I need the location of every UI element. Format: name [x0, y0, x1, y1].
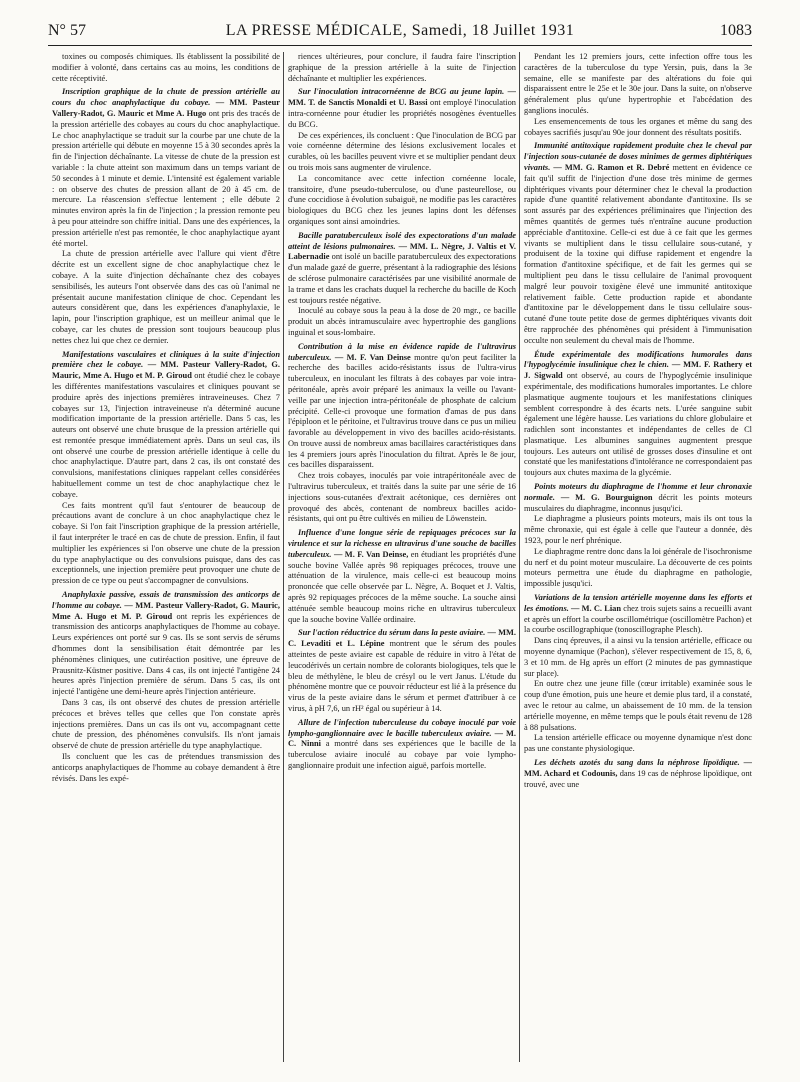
article-paragraph	[288, 718, 516, 772]
body-paragraph	[52, 501, 280, 587]
paragraph-text: Le diaphragme a plusieurs points moteurs, mais ils ont tous la même chronaxie, qui est égale à celle que l'auteur a donnée, dès 1923, pour le nerf phrénique.	[524, 514, 752, 546]
article-title: Sur l'inoculation intracornéenne de BCG au jeune lapin.	[298, 87, 505, 97]
article-authors: — MM. C. Levaditi et L. Lépine	[288, 628, 516, 649]
article-paragraph	[524, 482, 752, 514]
paragraph-text: ont employé l'inoculation intra-cornéenne pour étudier les propriétés nosogènes éventuelles du BCG.	[288, 98, 516, 129]
paragraph-text: montre qu'on peut faciliter la recherche des bacilles acido-résistants issus de l'ultra-virus tuberculeux, en inoculant les filtrats à des cobayes par voie intra-péritonéale, après avoir préparé les animaux la veille ou l'avant-veille par une injection intra-péritonéale de phosphate de calcium précipité. Celle-ci provoque une formation d'amas de pus dans l'épiploon et le péritoine, et l'ultravirus trouve dans ce pus un milieu favorable au développement in vivo des bacilles acido-résistants. On trouve aussi de nombreux amas bacillaires caractéristiques dans les 4 premiers jours après l'inoculation du filtrat. Après le 8e jour, ces bacilles disparaissent.	[288, 352, 516, 470]
page-header	[48, 22, 752, 44]
body-paragraph	[52, 698, 280, 752]
article-title: Immunité antitoxique rapidement produite chez le cheval par l'injection sous-cutanée de doses minimes de germes diphtériques vivants.	[524, 141, 752, 172]
article-title: Inscription graphique de la chute de pression artérielle au cours du choc anaphylactique du cobaye.	[52, 87, 280, 108]
paragraph-text: Les ensemencements de tous les organes et même du sang des cobayes sacrifiés jusqu'au 90e jour donnent des résultats positifs.	[524, 116, 752, 137]
article-paragraph	[288, 528, 516, 625]
article-paragraph	[524, 758, 752, 790]
article-authors: — MM. T. de Sanctis Monaldi et U. Bassi	[288, 87, 516, 108]
body-paragraph	[524, 733, 752, 755]
article-paragraph	[52, 590, 280, 698]
paragraph-text: ont isolé un bacille paratuberculeux des expectorations d'un malade gazé de guerre, présentant à la radiographie des lésions de sclérose pulmonaire caractérisées par une visibilité anormale de la trame et dans les crachats duquel la recherche du bacille de Koch est toujours restée négative.	[288, 252, 516, 305]
article-title: Étude expérimentale des modifications humorales dans l'hypoglycémie insulinique chez le chien.	[524, 349, 752, 370]
paragraph-text: Dans 3 cas, ils ont observé des chutes de pression artérielle précoces et brèves telles que celles que l'on constate après injections premières. Dans un cas ils ont vu, accompagnant cette chute de pression, des phénomènes convulsifs. Ils n'ont jamais observé de chute de pression artérielle du type anaphylactique.	[52, 698, 280, 751]
body-paragraph	[288, 471, 516, 525]
body-paragraph	[524, 117, 752, 139]
article-authors: — M. F. Van Deinse,	[333, 549, 409, 559]
paragraph-text: en étudiant les propriétés d'une souche bovine Vallée après 98 repiquages précoces, trouve une atténuation de la virulence, mais celle-ci est beaucoup moins prononcée que celle observée par L. Nègre, A. Boquet et J. Valtis, après 92 repiquages précoces de la même souche. La souche ainsi atténuée semble beaucoup moins riche en ultravirus tuberculeux que la souche bovine Vallée ordinaire.	[288, 549, 516, 624]
body-paragraph	[524, 636, 752, 679]
article-title: Anaphylaxie passive, essais de transmission des anticorps de l'homme au cobaye.	[52, 590, 280, 610]
paragraph-text: ont repris les expériences de transmission des anticorps anaphylactiques de l'homme au cobaye. Leurs expériences ont porté sur 9 cas. Ils se sont servis de sérums d'hommes dont la sensibilisation était démontrée par les phénomènes cliniques, une cutiréaction positive, une épreuve de Prausnitz-Küstner positive. Dans 4 cas, ils ont injecté l'antigène 24 heures après l'injection première de sérum. Dans 5 cas, ils ont injecté l'antigène une demi-heure après l'injection antérieure.	[52, 611, 280, 697]
paragraph-text: ont pris des tracés de la pression artérielle des cobayes au cours du choc anaphylactique. Le choc anaphylactique se traduit sur la courbe par une chute de la pression artérielle qui débute en moyenne 15 à 30 secondes après la fin de l'injection déchaînante. La vitesse de chute de la pression est variable : la chute atteint son maximum dans un temps variant de 50 secondes à 1 minute et demie. L'intensité est également variable : on observe des chutes de pression allant de 20 à 45 cm. de mercure. La réascension s'effectue lentement ; elle débute 2 minutes environ après la fin de l'injection ; la pression remonte peu à peu pour atteindre son chiffre initial. Dans une des expériences, la pression artérielle n'est pas remontée, le choc anaphylactique ayant été mortel.	[52, 108, 280, 248]
paragraph-text: montrent que le sérum des poules atteintes de peste aviaire est capable de réduire in vitro à l'état de leucodérivés un certain nombre de colorants biologiques, tels que le bleu de méthylène, le bleu de crésyl ou le vert Janus. L'étude du phénomène montre que ce pouvoir réducteur est lié à la présence du virus de la peste aviaire dans le sérum et permet d'attribuer à ce virus, à pH 7,6, un rH² égal ou supérieur à 14.	[288, 639, 516, 714]
paragraph-text: a montré dans ses expériences que le bacille de la tuberculose aviaire inoculé au cobaye par voie lympho-ganglionnaire produit une infection aiguë, parfois mortelle.	[288, 739, 516, 770]
paragraph-text: ont observé, au cours de l'hypoglycémie insulinique expérimentale, des modifications humorales importantes. Le chlore plasmatique augmente toujours et les manifestations cliniques semblent correspondre à des écarts nets. L'urée sanguine subit également une légère hausse. Les variations du chlore globulaire et radichlen sont inconstantes et indépendantes de celles de Cl plasmatique. Les albumines sanguines augmentent presque toujours. Les auteurs ont utilisé de grosses doses d'insuline et ont constaté que les manifestations d'intolérance ne correspondaient pas toujours aux chutes maxima de la glycémie.	[524, 371, 752, 478]
paragraph-text: En outre chez une jeune fille (cœur irritable) examinée sous le coup d'une émotion, puis une heure et demie plus tard, il a constaté, avec le retour au calme, un abaissement de 10 mm. de la tension artérielle moyenne, en même temps que le pouls était revenu de 128 à 88 pulsations.	[524, 679, 752, 732]
article-paragraph	[288, 628, 516, 714]
column-1	[52, 52, 280, 1062]
paragraph-text: Ils concluent que les cas de prétendues transmission des anticorps anaphylactiques de l'homme au cobaye demandent à être révisés. Dans les expé-	[52, 752, 280, 783]
article-title: Contribution à la mise en évidence rapide de l'ultravirus tuberculeux.	[288, 341, 516, 362]
paragraph-text: mettent en évidence ce fait qu'il suffit de l'injection d'une dose très minime de germes diphtériques vivants pour déterminer chez le cheval la production rapide d'une quantité relativement abondante d'antitoxine. Ils se sont assurés par des expériences préliminaires que l'injection des mêmes quantités de germes tués n'entraîne aucune production appréciable d'antitoxine. Celle-ci est due à ce fait que les germes vivants se multiplient dans le tissu cellulaire sous-cutané, y produisent de la toxine qui diffuse rapidement et engendre la formation d'antitoxine spécifique, et de fait les germes qui se multiplient peu dans le tissu cellulaire de l'animal provoquent malgré leur pouvoir toxigène élevé une immunité antitoxique relativement faible. Cette production rapide et abondante d'antitoxine par le développement dans le tissu cellulaire sous-cutané d'une toute petite dose de germes diphtériques vivants doit être rapprochée des phénomènes qui président à l'immunisation occulte non seulement du cheval mais de l'homme.	[524, 162, 752, 345]
body-paragraph	[524, 514, 752, 546]
body-paragraph	[52, 249, 280, 346]
article-title: Allure de l'infection tuberculeuse du cobaye inoculé par voie lympho-ganglionnaire avec le bacille tuberculeux aviaire.	[288, 717, 516, 738]
article-authors: — M. G. Bourguignon	[560, 492, 653, 502]
article-paragraph	[524, 141, 752, 346]
article-paragraph	[524, 350, 752, 480]
paragraph-text: toxines ou composés chimiques. Ils établissent la possibilité de modifier à volonté, dans certains cas au moins, les conditions de cette réceptivité.	[52, 52, 280, 83]
article-authors: — MM. G. Ramon et R. Debré	[553, 162, 670, 172]
article-title: Les déchets azotés du sang dans la néphrose lipoïdique.	[534, 758, 740, 767]
body-paragraph	[524, 52, 752, 117]
article-title: Bacille paratuberculeux isolé des expectorations d'un malade atteint de lésions pulmonaires.	[288, 230, 516, 251]
article-title: Sur l'action réductrice du sérum dans la peste aviaire.	[298, 628, 486, 638]
paragraph-text: dans 19 cas de néphrose lipoïdique, ont trouvé, avec une	[524, 768, 752, 789]
paragraph-text: Chez trois cobayes, inoculés par voie intrapéritonéale avec de l'ultravirus tuberculeux, et traités dans la suite par une série de 16 injections sous-cutanées d'extrait acétonique, ces dernières ont provoqué des abcès, contenant de nombreux bacilles acido-résistants, qui ont pu être cultivés en milieu de Löwenstein.	[288, 471, 516, 524]
article-authors: — MM. Pasteur Vallery-Radot, G. Mauric, Mme A. Hugo et M. P. Giroud	[52, 600, 280, 621]
column-3	[524, 52, 752, 1062]
body-paragraph	[288, 174, 516, 228]
article-authors: — MM. Achard et Codounis,	[524, 758, 752, 778]
issue-number: N° 57	[48, 22, 86, 39]
paragraph-text: Le diaphragme rentre donc dans la loi générale de l'isochronisme du nerf et du point moteur musculaire. La découverte de ces points moteurs permettra une étude du diaphragme en pathologie, impossible jusqu'ici.	[524, 546, 752, 589]
article-authors: — M. C. Ninni	[288, 728, 516, 749]
paragraph-text: riences ultérieures, pour conclure, il faudra faire l'inscription graphique de la pression artérielle à la suite de l'injection déchaînante et multiplier les expériences.	[288, 52, 516, 83]
paragraph-text: chez trois sujets sains a recueilli avant et après un effort la courbe oscillométrique (oscillomètre Pachon) et la courbe oscillographique (tonoscillographe Plesch).	[524, 603, 752, 635]
paragraph-text: Inoculé au cobaye sous la peau à la dose de 20 mgr., ce bacille produit un abcès intramusculaire avec hypertrophie des ganglions inguinal et sous-lombaire.	[288, 306, 516, 337]
article-paragraph	[288, 231, 516, 307]
article-paragraph	[524, 593, 752, 636]
article-paragraph	[288, 87, 516, 130]
article-paragraph	[288, 342, 516, 472]
article-authors: — MM. L. Nègre, J. Valtis et V. Labernadie	[288, 241, 516, 262]
article-authors: — M. F. Van Deinse	[334, 352, 411, 362]
paragraph-text: La tension artérielle efficace ou moyenne dynamique n'est donc pas une constante physiologique.	[524, 733, 752, 754]
paragraph-text: décrit les points moteurs musculaires du diaphragme, inconnus jusqu'ici.	[524, 492, 752, 513]
body-paragraph	[288, 306, 516, 338]
paragraph-text: ont étudié chez le cobaye les différentes manifestations vasculaires et cliniques pouvant se produire après des injections premières intraveineuses. Chez 7 cobayes sur 13, l'injection intraveineuse n'a déterminé aucune modification importante de la pression artérielle. Dans 5 cas, les auteurs ont observé une chute brusque de la pression artérielle qui est remontée presque immédiatement après. Dans un seul cas, ils ont observé une courbe de pression artérielle identique à celle du choc anaphylactique. D'autre part, dans 2 cas, ils ont constaté des convulsions, manifestations cliniques rappelant celles considérées habituellement comme un test de choc anaphylactique chez le cobaye.	[52, 371, 280, 499]
column-divider	[283, 52, 284, 1062]
paragraph-text: De ces expériences, ils concluent : Que l'inoculation de BCG par voie cornéenne détermine des lésions exclusivement locales et curables, où les bacilles peuvent vivre et se multiplier pendant deux ou trois mois sans augmenter de virulence.	[288, 130, 516, 172]
article-paragraph	[52, 87, 280, 249]
column-divider	[519, 52, 520, 1062]
paragraph-text: La chute de pression artérielle avec l'allure qui vient d'être décrite est un excellent signe de choc anaphylactique chez le cobaye. A la suite d'injection déchaînante chez des cobayes sensibilisés, les auteurs l'ont observée dans des cas où l'animal ne présentait aucune manifestation clinique de choc. Cependant les auteurs considèrent que, dans les expériences d'anaphylaxie, le lapin, pour l'inscription graphique, est un meilleur animal que le cobaye, car les chutes de pression sont toujours beaucoup plus nettes chez lui que chez ce dernier.	[52, 249, 280, 345]
article-authors: — MM. Pasteur Vallery-Radot, G. Mauric, Mme A. Hugo et M. P. Giroud	[52, 360, 280, 381]
article-title: Manifestations vasculaires et cliniques à la suite d'injection première chez le cobaye.	[52, 349, 280, 370]
body-paragraph	[524, 679, 752, 733]
article-paragraph	[52, 350, 280, 501]
paragraph-text: La concomitance avec cette infection cornéenne locale, transitoire, d'une pseudo-tuberculose, ou d'une pasteurellose, ou d'une coccidiose à évolution subaiguë, ne modifie pas les caractères biologiques du BCG chez les jeunes lapins dont les défenses organiques sont ainsi amoindries.	[288, 173, 516, 226]
body-paragraph	[52, 752, 280, 784]
article-title: Points moteurs du diaphragme de l'homme et leur chronaxie normale.	[524, 482, 752, 502]
article-authors: — MM. Pasteur Vallery-Radot, G. Mauric et Mme A. Hugo	[52, 98, 280, 118]
article-title: Influence d'une longue série de repiquages précoces sur la virulence et sur la richesse en ultravirus d'une souche de bacilles tuberculeux.	[288, 528, 516, 559]
body-paragraph	[524, 547, 752, 590]
article-title: Variations de la tension artérielle moyenne dans les efforts et les émotions.	[524, 593, 752, 613]
body-paragraph	[52, 52, 280, 84]
paragraph-text: Ces faits montrent qu'il faut s'entourer de beaucoup de précautions avant de conclure à un choc anaphylactique chez le cobaye. Si l'on fait l'inscription graphique de la pression artérielle, il faut interpréter le tracé en cas de chute de pression. Enfin, il faut multiplier les expériences si l'on observe une chute de la pression du type anaphylactique ou des convulsions puisque, dans des cas exceptionnels, une injection première peut provoquer une chute de pression de ce type ou peut s'accompagner de convulsions.	[52, 500, 280, 586]
article-authors: — MM. F. Rathery et J. Sigwald	[524, 360, 752, 381]
body-paragraph	[288, 52, 516, 84]
column-2	[288, 52, 516, 1062]
paragraph-text: Pendant les 12 premiers jours, cette infection offre tous les caractères de la tuberculose du type Yersin, puis, dans la 3e semaine, elle se manifeste par des altérations du foie qui disparaissent entre le 25e et le 30e jour. Dans la suite, on n'observe généralement plus qu'une hypertrophie et l'abcédation des ganglions inoculés.	[524, 52, 752, 115]
journal-title: LA PRESSE MÉDICALE, Samedi, 18 Juillet 1931	[225, 22, 575, 39]
header-rule	[48, 45, 752, 46]
article-authors: — M. C. Lian	[571, 603, 622, 613]
paragraph-text: Dans cinq épreuves, il a ainsi vu la tension artérielle, efficace ou moyenne dynamique (Pachon), s'élever respectivement de 15, 8, 6, 3 et 10 mm. de Hg après un effort (2 minutes de pas gymnastique sur place).	[524, 636, 752, 678]
page-number: 1083	[720, 22, 752, 39]
body-paragraph	[288, 131, 516, 174]
